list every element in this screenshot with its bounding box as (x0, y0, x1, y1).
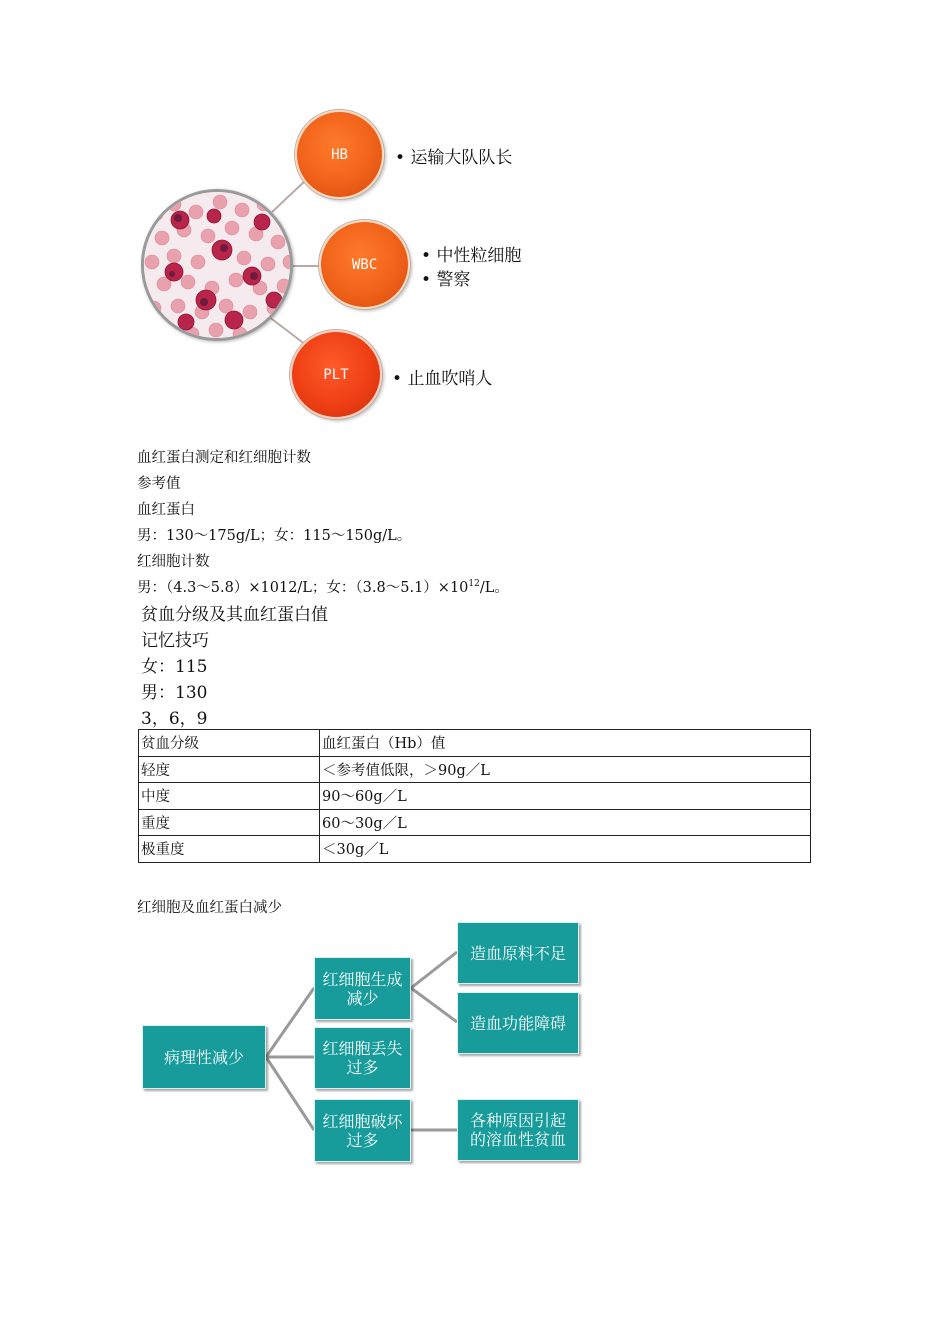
bullet-glyph: • (421, 246, 432, 266)
heading-hb-test: 血红蛋白测定和红细胞计数 (137, 450, 311, 466)
mid-box-line: 红细胞生成 (322, 969, 403, 989)
rbc-ref-exponent: 12 (468, 579, 480, 590)
wbc-label: WBC (351, 256, 378, 273)
memory-male: 男：130 (141, 683, 208, 703)
mid-box-line: 过多 (346, 1058, 379, 1077)
table-cell: 中度 (139, 783, 320, 810)
memory-tip-heading: 记忆技巧 (141, 631, 209, 651)
right-box-raw-material (457, 922, 579, 984)
rbc-count-label: 红细胞计数 (137, 554, 210, 570)
mid-box-line: 过多 (346, 1130, 379, 1150)
memory-369: 3，6，9 (141, 709, 208, 729)
table-header-cell: 血红蛋白（Hb）值 (320, 730, 811, 757)
mid-box-line: 红细胞丢失 (322, 1039, 403, 1058)
table-cell: ＜参考值低限，＞90g／L (320, 756, 811, 783)
right-box-hematopoietic (457, 992, 579, 1054)
right-box-hemolytic (457, 1099, 579, 1161)
hemoglobin-reference: 男：130～175g/L；女：115～150g/L。 (137, 528, 412, 544)
root-box (142, 1025, 266, 1089)
right-box-line: 各种原因引起 (469, 1111, 566, 1130)
plt-bullet-text: 止血吹哨人 (407, 369, 493, 389)
reference-value-label: 参考值 (137, 476, 181, 492)
right-box-line: 造血功能障碍 (469, 1013, 566, 1033)
mid-box-line: 红细胞破坏 (322, 1111, 403, 1131)
bullet-glyph: • (395, 148, 406, 168)
table-cell: 60～30g／L (320, 809, 811, 836)
rbc-ref-main: 男：（4.3～5.8）×1012/L；女：（3.8～5.1）×10 (137, 580, 469, 596)
plt-label: PLT (323, 366, 349, 383)
wbc-bullet-text-1: 中性粒细胞 (436, 246, 522, 266)
anemia-grade-heading: 贫血分级及其血红蛋白值 (141, 605, 328, 625)
mid-box-production (314, 957, 411, 1020)
section2-title: 红细胞及血红蛋白减少 (137, 900, 282, 916)
table-header-cell: 贫血分级 (139, 730, 320, 757)
memory-female: 女：115 (141, 657, 208, 677)
bullet-glyph: • (421, 270, 432, 290)
right-box-line: 的溶血性贫血 (469, 1130, 566, 1149)
hb-bullet-text: 运输大队队长 (410, 148, 513, 168)
mid-box-line: 减少 (346, 988, 379, 1008)
mid-box-loss (314, 1027, 411, 1089)
hemoglobin-label: 血红蛋白 (137, 502, 195, 518)
root-box-text: 病理性减少 (163, 1047, 244, 1067)
bullet-glyph: • (392, 369, 403, 389)
mid-box-destruction (314, 1099, 411, 1162)
rbc-ref-unit: /L。 (479, 580, 509, 596)
table-cell: 重度 (139, 809, 320, 836)
hb-label: HB (331, 146, 348, 163)
table-cell: 90～60g／L (320, 783, 811, 810)
table-cell: 极重度 (139, 836, 320, 863)
table-cell: ＜30g／L (320, 836, 811, 863)
wbc-bullet-text-2: 警察 (436, 270, 471, 290)
table-cell: 轻度 (139, 756, 320, 783)
right-box-line: 造血原料不足 (469, 943, 566, 963)
